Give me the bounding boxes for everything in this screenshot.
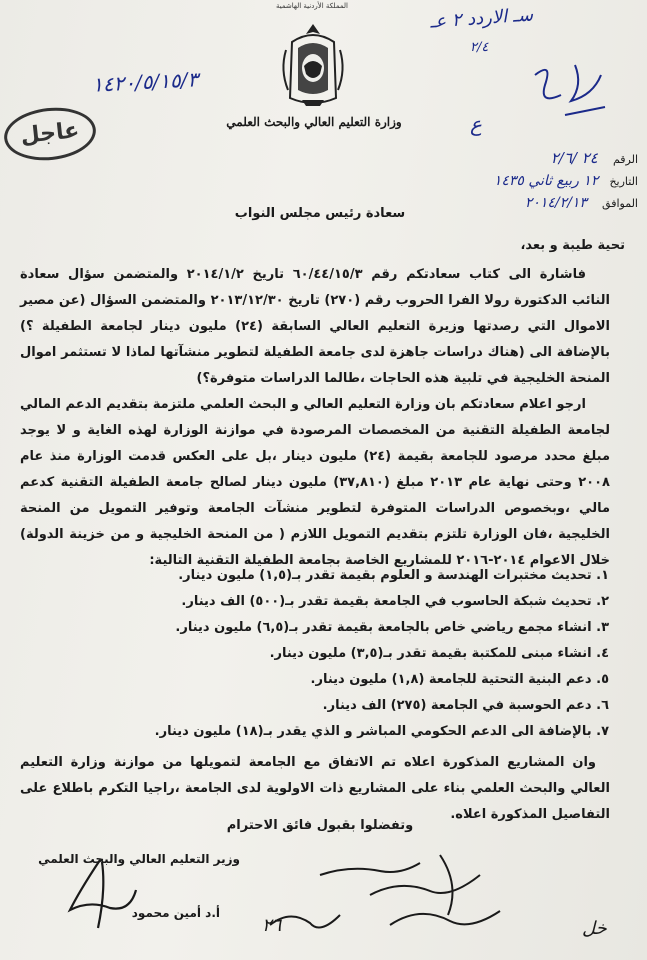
project-item-5: ٥. دعم البنية التحتية للجامعة (١,٨) مليون دينار. — [310, 672, 609, 687]
greeting: تحية طيبة و بعد، — [520, 238, 625, 253]
project-item-3: ٣. انشاء مجمع رياضي خاص بالجامعة بقيمة تقدر بـ(٦,٥) مليون دينار. — [175, 620, 609, 635]
kingdom-header: المملكة الأردنية الهاشمية — [275, 2, 349, 10]
handwritten-code: خل — [582, 918, 607, 939]
coat-of-arms-emblem — [278, 20, 348, 110]
date-label: التاريخ — [609, 175, 638, 188]
handwritten-receipt-date: ١٤٢٠/٥/١٥/٣ — [91, 67, 199, 97]
greg-row — [420, 192, 638, 214]
handwritten-top-date: ٢/٤ — [470, 40, 489, 55]
closing-salutation: وتفضلوا بقبول فائق الاحترام — [226, 818, 414, 833]
urgent-stamp-text: عاجل — [19, 117, 81, 150]
signature-name: أ.د أمين محمود — [131, 906, 220, 920]
reference-block — [420, 148, 638, 214]
handwritten-scribble-mark — [505, 55, 625, 135]
project-item-7: ٧. بالإضافة الى الدعم الحكومي المباشر و الذي يقدر بـ(١٨) مليون دينار. — [154, 724, 609, 739]
closing-paragraph: وان المشاريع المذكورة اعلاه تم الاتفاق مع الجامعة لتمويلها من موازنة وزارة التعليم العالي والبحث العلمي بناء على المشاريع ذات الاولوية لدى الجامعة ،راجيا التكرم باطلاع على التفاصيل المذكورة اعلاه. — [20, 755, 610, 822]
handwritten-bottom-notes — [260, 845, 560, 955]
body-paragraph-2: ارجو اعلام سعادتكم بان وزارة التعليم العالي و البحث العلمي ملتزمة بتقديم الدعم المالي لجامعة الطفيلة التقنية من المخصصات المرصودة في موازنة الوزارة لهذه الغاية و لا يوجد مبلغ محدد مرصود للجامعة بقيمة (٢٤) مليون دينار ،بل على العكس قدمت الوزارة منذ عام ٢٠٠٨ وحتى نهاية عام ٢٠١٣ مبلغ (٣٧,٨١٠) مليون دينار لصالح جامعة الطفيلة التقنية كدعم مالي ،وبخصوص الدراسات المتوفرة لتطوير منشآت الجامعة وتوفير التمويل من المنحة الخليجية ،فان الوزارة تلتزم بتقديم التمويل اللازم ( من المنحة الخليجية و من خزينة الدولة) خلال الاعوام ٢٠١٤-٢٠١٦ للمشاريع الخاصة بجامعة الطفيلة التقنية التالية: — [20, 397, 610, 568]
minister-signature — [40, 850, 150, 940]
handwritten-side-mark: ع — [470, 112, 482, 136]
project-item-1: ١. تحديث مختبرات الهندسة و العلوم بقيمة تقدر بـ(١,٥) مليون دينار. — [178, 568, 609, 583]
project-item-4: ٤. انشاء مبنى للمكتبة بقيمة تقدر بـ(٣,٥) مليون دينار. — [269, 646, 609, 661]
ref-label: الرقم — [612, 153, 638, 166]
addressee: سعادة رئيس مجلس النواب — [234, 206, 406, 221]
handwritten-number: ٢٦ — [262, 915, 282, 936]
handwritten-top-note: سـ الاردد ٢ عـ — [429, 4, 534, 33]
greg-value: ٢٠١٤/٢/١٣ — [524, 195, 587, 211]
body-paragraph-1: فاشارة الى كتاب سعادتكم رقم ٦٠/٤٤/١٥/٣ تاريخ ٢٠١٤/١/٢ والمتضمن سؤال سعادة النائب الدكتورة رولا الفرا الحروب رقم (٢٧٠) تاريخ ٢٠١٣/١٢/٣٠ والمتضمن السؤال (عن مصير الاموال التي رصدتها وزيرة التعليم العالي السابقة (٢٤) مليون دينار لجامعة الطفيلة ؟) بالإضافة الى (هناك دراسات جاهزة لدى جامعة الطفيلة لتطوير منشآتها لماذا لا تستثمر اموال المنحة الخليجية في تلبية هذه الحاجات ،طالما الدراسات متوفرة؟) — [20, 267, 611, 386]
urgent-stamp — [2, 103, 99, 164]
project-item-6: ٦. دعم الحوسبة في الجامعة (٢٧٥) الف دينار. — [322, 698, 609, 713]
ref-row — [420, 148, 638, 170]
date-value: ١٢ ربيع ثاني ١٤٣٥ — [493, 173, 599, 189]
signature-title: وزير التعليم العالي والبحث العلمي — [38, 852, 240, 866]
ref-value: ٢٤ /٢/٦ — [550, 149, 598, 167]
project-item-2: ٢. تحديث شبكة الحاسوب في الجامعة بقيمة تقدر بـ(٥٠٠) الف دينار. — [181, 594, 609, 609]
date-row — [420, 170, 638, 192]
greg-label: الموافق — [602, 197, 638, 210]
ministry-name: وزارة التعليم العالي والبحث العلمي — [226, 115, 402, 129]
